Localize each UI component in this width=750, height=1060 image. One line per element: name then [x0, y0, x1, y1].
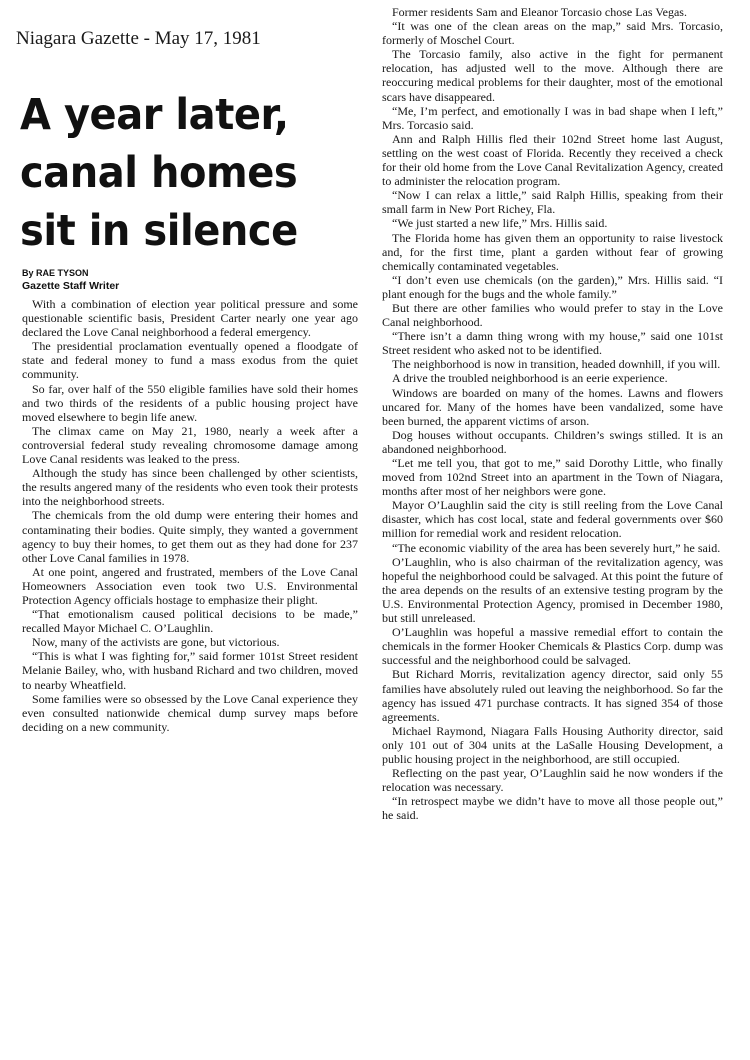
paragraph: With a combination of election year political pressure and some questionable scientific basis, President Carter nearly one year ago declared the Love Canal neighborhood a federal emergency. — [22, 297, 358, 340]
paragraph: The neighborhood is now in transition, headed downhill, if you will. — [392, 357, 721, 372]
headline-line: A year later, — [20, 90, 289, 140]
paragraph: “We just started a new life,” Mrs. Hillis said. — [392, 216, 608, 231]
right-column-text — [382, 5, 723, 822]
byline-author: By RAE TYSON — [22, 268, 89, 278]
paragraph: “Me, I’m perfect, and emotionally I was in bad shape when I left,” Mrs. Torcasio said. — [382, 103, 723, 132]
paragraph: At one point, angered and frustrated, members of the Love Canal Homeowners Association even took two U.S. Environmental Protection Agency officials hostage to emphasize their plight. — [22, 564, 358, 607]
paragraph: But there are other families who would prefer to stay in the Love Canal neighborhood. — [382, 300, 723, 330]
byline-title: Gazette Staff Writer — [22, 280, 120, 292]
paragraph: Former residents Sam and Eleanor Torcasio chose Las Vegas. — [392, 5, 687, 19]
paragraph: “This is what I was fighting for,” said former 101st Street resident Melanie Bailey, who, with husband Richard and two children, moved to nearby Wheatfield. — [22, 649, 358, 692]
source-line: Niagara Gazette - May 17, 1981 — [16, 28, 261, 49]
paragraph: Some families were so obsessed by the Love Canal experience they even consulted nationwide chemical dump survey maps before deciding on a new community. — [22, 691, 358, 734]
byline — [22, 267, 119, 293]
paragraph: O’Laughlin was hopeful a massive remedial effort to contain the chemicals in the former Hooker Chemicals & Plastics Corp. dump was successful and the neighborhood could be salvaged. — [382, 625, 723, 668]
paragraph: Windows are boarded on many of the homes. Lawns and flowers uncared for. Many of the homes have been vandalized, some have been burned, the apparent victims of arson. — [382, 385, 723, 428]
paragraph: “Now I can relax a little,” said Ralph Hillis, speaking from their small farm in New Port Richey, Fla. — [382, 188, 723, 217]
paragraph: The Torcasio family, also active in the fight for permanent relocation, has adjusted well to the move. Although there are reoccuring medical problems for their daughter, most of the emotional scars have disappeared. — [382, 47, 723, 104]
paragraph: “That emotionalism caused political decisions to be made,” recalled Mayor Michael C. O’Laughlin. — [22, 607, 358, 636]
paragraph: “It was one of the clean areas on the map,” said Mrs. Torcasio, formerly of Moschel Court. — [382, 19, 723, 48]
paragraph: Reflecting on the past year, O’Laughlin said he now wonders if the relocation was necessary. — [382, 766, 723, 795]
paragraph: Now, many of the activists are gone, but victorious. — [32, 635, 280, 650]
headline-line: sit in silence — [20, 206, 298, 256]
paragraph: But Richard Morris, revitalization agency director, said only 55 families have absolutely ruled out leaving the neighborhood. So far the agency has issued 471 purchase contracts. It has signed 354 of those agreements. — [382, 667, 723, 724]
paragraph: Mayor O’Laughlin said the city is still reeling from the Love Canal disaster, which has cost local, state and federal governments over $60 million for remedial work and resident relocation. — [382, 498, 723, 541]
paragraph: Dog houses without occupants. Children’s swings stilled. It is an abandoned neighborhood. — [382, 427, 723, 456]
paragraph: Ann and Ralph Hillis fled their 102nd Street home last August, settling on the west coast of Florida. Recently they received a check for their old home from the Love Canal Revitalization Agency, created to administer the relocation program. — [382, 131, 723, 189]
paragraph: “Let me tell you, that got to me,” said Dorothy Little, who finally moved from 102nd Street into an apartment in the Town of Niagara, months after most of her neighbors were gone. — [382, 456, 723, 499]
paragraph: A drive the troubled neighborhood is an eerie experience. — [392, 371, 668, 386]
paragraph: Michael Raymond, Niagara Falls Housing Authority director, said only 101 out of 304 units at the LaSalle Housing Development, a public housing project in the neighborhood, are still occupied. — [382, 723, 723, 766]
paragraph: “The economic viability of the area has been severely hurt,” he said. — [392, 540, 721, 555]
paragraph: O’Laughlin, who is also chairman of the revitalization agency, was hopeful the neighborhood could be salvaged. At this point the future of the area depends on the results of an extensive testing program by the U.S. Environmental Protection Agency, promised in December 1980, but still unreleased. — [382, 554, 723, 626]
paragraph: The presidential proclamation eventually opened a floodgate of state and federal money to fund a mass exodus from the quiet community. — [22, 339, 358, 382]
paragraph: The chemicals from the old dump were entering their homes and contaminating their bodies. Quite simply, they wanted a government agency to buy their homes, to get them out as they had done for 237 other Love Canal families in 1978. — [22, 508, 358, 565]
paragraph: Although the study has since been challenged by other scientists, the results angered many of the residents who even took their protests into the neighborhood streets. — [22, 466, 358, 509]
paragraph: “I don’t even use chemicals (on the garden),” Mrs. Hillis said. “I plant enough for the bugs and the whole family.” — [382, 272, 723, 301]
paragraph: The climax came on May 21, 1980, nearly a week after a controversial federal study revealing chromosome damage among Love Canal residents was leaked to the press. — [22, 423, 358, 467]
paragraph: “There isn’t a damn thing wrong with my house,” said one 101st Street resident who asked not to be identified. — [382, 329, 723, 358]
paragraph: So far, over half of the 550 eligible families have sold their homes and two thirds of the residents of a public housing project have moved elsewhere to begin life anew. — [22, 381, 358, 424]
headline-line: canal homes — [20, 148, 298, 198]
left-column-text — [22, 297, 358, 734]
headline — [20, 86, 336, 260]
paragraph: The Florida home has given them an opportunity to raise livestock and, for the first time, plant a garden without fear of growing chemically contaminated vegetables. — [382, 230, 723, 273]
paragraph: “In retrospect maybe we didn’t have to move all those people out,” he said. — [382, 794, 723, 823]
